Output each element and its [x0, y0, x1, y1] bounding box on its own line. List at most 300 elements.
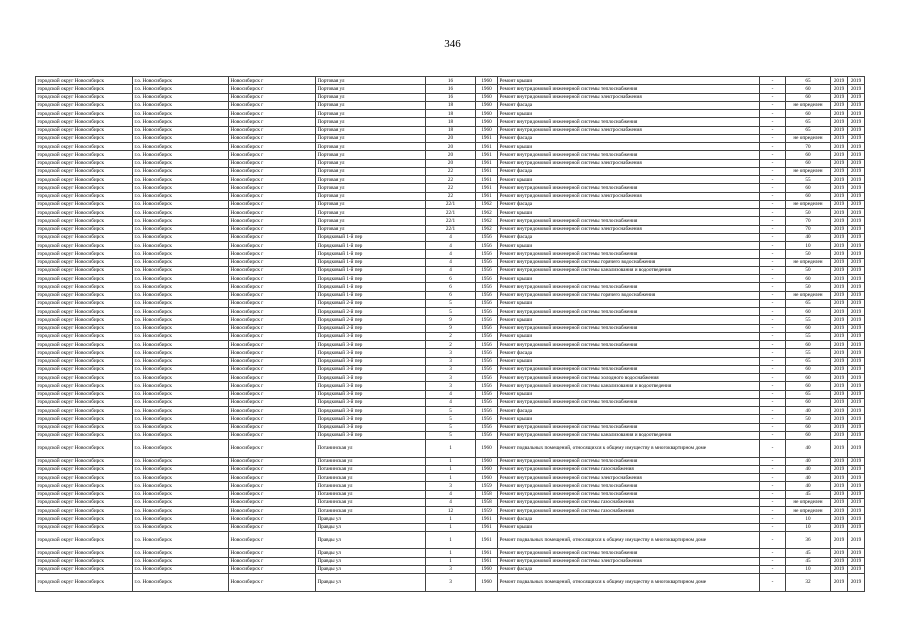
- cell-urban-district: г.о. Новосибирск: [133, 507, 229, 515]
- cell-municipality: городской округ Новосибирск: [36, 159, 133, 167]
- cell-house-number: 4: [426, 266, 476, 274]
- table-row: [36, 374, 865, 382]
- cell-start-year: 2019: [831, 192, 848, 200]
- table-row: [36, 398, 865, 406]
- cell-end-year: 2019: [848, 110, 865, 118]
- cell-end-year: 2019: [848, 225, 865, 233]
- cell-house-number: 16: [426, 77, 476, 85]
- cell-end-year: 2019: [848, 390, 865, 398]
- cell-work-type: Ремонт внутридомовой инженерной системы теплоснабжения: [498, 283, 760, 291]
- cell-dash: -: [760, 200, 786, 208]
- cell-city: Новосибирск г: [229, 490, 316, 498]
- cell-urban-district: г.о. Новосибирск: [133, 523, 229, 531]
- cell-house-number: 3: [426, 374, 476, 382]
- table-row: [36, 118, 865, 126]
- cell-end-year: 2019: [848, 531, 865, 549]
- cell-cost: 60: [786, 93, 831, 101]
- cell-dash: -: [760, 423, 786, 431]
- cell-cost: 50: [786, 209, 831, 217]
- cell-start-year: 2019: [831, 332, 848, 340]
- cell-city: Новосибирск г: [229, 101, 316, 109]
- cell-build-year: 1961: [476, 531, 498, 549]
- cell-house-number: 22/1: [426, 225, 476, 233]
- cell-end-year: 2019: [848, 365, 865, 373]
- cell-build-year: 1960: [476, 77, 498, 85]
- cell-house-number: 16: [426, 93, 476, 101]
- cell-start-year: 2019: [831, 357, 848, 365]
- cell-municipality: городской округ Новосибирск: [36, 349, 133, 357]
- cell-end-year: 2019: [848, 316, 865, 324]
- cell-start-year: 2019: [831, 110, 848, 118]
- cell-end-year: 2019: [848, 308, 865, 316]
- cell-start-year: 2019: [831, 291, 848, 299]
- cell-work-type: Ремонт крыши: [498, 275, 760, 283]
- cell-start-year: 2019: [831, 465, 848, 473]
- cell-end-year: 2019: [848, 118, 865, 126]
- cell-dash: -: [760, 233, 786, 241]
- cell-dash: -: [760, 143, 786, 151]
- cell-street: Порядковый 2-й пер: [316, 308, 426, 316]
- cell-house-number: 1: [426, 557, 476, 565]
- cell-build-year: 1960: [476, 465, 498, 473]
- cell-street: Портовая ул: [316, 93, 426, 101]
- table-row: [36, 482, 865, 490]
- cell-urban-district: г.о. Новосибирск: [133, 324, 229, 332]
- cell-build-year: 1956: [476, 382, 498, 390]
- table-body: [36, 77, 865, 592]
- table-row: [36, 565, 865, 573]
- cell-build-year: 1961: [476, 167, 498, 175]
- cell-start-year: 2019: [831, 159, 848, 167]
- cell-dash: -: [760, 531, 786, 549]
- cell-start-year: 2019: [831, 200, 848, 208]
- cell-urban-district: г.о. Новосибирск: [133, 482, 229, 490]
- cell-cost: 10: [786, 515, 831, 523]
- cell-house-number: 4: [426, 250, 476, 258]
- cell-municipality: городской округ Новосибирск: [36, 357, 133, 365]
- cell-house-number: 3: [426, 365, 476, 373]
- cell-cost: 60: [786, 398, 831, 406]
- cell-city: Новосибирск г: [229, 110, 316, 118]
- cell-street: Порядковый 2-й пер: [316, 299, 426, 307]
- cell-cost: 65: [786, 77, 831, 85]
- cell-urban-district: г.о. Новосибирск: [133, 349, 229, 357]
- table-row: [36, 324, 865, 332]
- cell-dash: -: [760, 515, 786, 523]
- cell-cost: не определен: [786, 258, 831, 266]
- cell-build-year: 1960: [476, 93, 498, 101]
- cell-build-year: 1956: [476, 341, 498, 349]
- cell-build-year: 1956: [476, 374, 498, 382]
- cell-build-year: 1958: [476, 498, 498, 506]
- cell-cost: 55: [786, 332, 831, 340]
- cell-house-number: 6: [426, 275, 476, 283]
- cell-city: Новосибирск г: [229, 283, 316, 291]
- cell-build-year: 1961: [476, 557, 498, 565]
- cell-urban-district: г.о. Новосибирск: [133, 374, 229, 382]
- cell-house-number: 22: [426, 167, 476, 175]
- cell-urban-district: г.о. Новосибирск: [133, 457, 229, 465]
- cell-cost: не определен: [786, 507, 831, 515]
- cell-end-year: 2019: [848, 482, 865, 490]
- cell-street: Портовая ул: [316, 176, 426, 184]
- cell-urban-district: г.о. Новосибирск: [133, 93, 229, 101]
- cell-cost: 70: [786, 225, 831, 233]
- cell-start-year: 2019: [831, 349, 848, 357]
- cell-urban-district: г.о. Новосибирск: [133, 291, 229, 299]
- cell-house-number: 18: [426, 126, 476, 134]
- cell-city: Новосибирск г: [229, 365, 316, 373]
- table-row: [36, 250, 865, 258]
- cell-work-type: Ремонт крыши: [498, 176, 760, 184]
- cell-build-year: 1960: [476, 85, 498, 93]
- cell-work-type: Ремонт внутридомовой инженерной системы теплоснабжения: [498, 549, 760, 557]
- cell-city: Новосибирск г: [229, 457, 316, 465]
- table-row: [36, 176, 865, 184]
- cell-house-number: 3: [426, 357, 476, 365]
- cell-build-year: 1961: [476, 176, 498, 184]
- cell-build-year: 1956: [476, 324, 498, 332]
- cell-street: Правды ул: [316, 523, 426, 531]
- cell-municipality: городской округ Новосибирск: [36, 118, 133, 126]
- cell-build-year: 1962: [476, 217, 498, 225]
- cell-street: Порядковый 3-й пер: [316, 431, 426, 439]
- cell-street: Правды ул: [316, 557, 426, 565]
- cell-end-year: 2019: [848, 474, 865, 482]
- cell-start-year: 2019: [831, 515, 848, 523]
- cell-street: Порядковый 3-й пер: [316, 390, 426, 398]
- cell-build-year: 1960: [476, 574, 498, 592]
- cell-end-year: 2019: [848, 324, 865, 332]
- cell-cost: 60: [786, 341, 831, 349]
- cell-work-type: Ремонт внутридомовой инженерной системы горячего водоснабжения: [498, 258, 760, 266]
- cell-urban-district: г.о. Новосибирск: [133, 258, 229, 266]
- cell-street: Потанинская ул: [316, 457, 426, 465]
- cell-build-year: 1961: [476, 184, 498, 192]
- cell-dash: -: [760, 299, 786, 307]
- cell-municipality: городской округ Новосибирск: [36, 126, 133, 134]
- cell-start-year: 2019: [831, 482, 848, 490]
- cell-municipality: городской округ Новосибирск: [36, 398, 133, 406]
- cell-dash: -: [760, 316, 786, 324]
- table-row: [36, 316, 865, 324]
- cell-build-year: 1956: [476, 308, 498, 316]
- cell-dash: -: [760, 101, 786, 109]
- cell-end-year: 2019: [848, 85, 865, 93]
- cell-work-type: Ремонт внутридомовой инженерной системы теплоснабжения: [498, 118, 760, 126]
- cell-dash: -: [760, 557, 786, 565]
- cell-build-year: 1960: [476, 565, 498, 573]
- cell-start-year: 2019: [831, 209, 848, 217]
- cell-work-type: Ремонт внутридомовой инженерной системы газоснабжения: [498, 498, 760, 506]
- cell-house-number: 1: [426, 515, 476, 523]
- cell-dash: -: [760, 151, 786, 159]
- cell-start-year: 2019: [831, 184, 848, 192]
- cell-urban-district: г.о. Новосибирск: [133, 209, 229, 217]
- cell-house-number: 12: [426, 507, 476, 515]
- cell-start-year: 2019: [831, 77, 848, 85]
- cell-city: Новосибирск г: [229, 93, 316, 101]
- cell-street: Портовая ул: [316, 143, 426, 151]
- cell-work-type: Ремонт фасада: [498, 200, 760, 208]
- cell-end-year: 2019: [848, 523, 865, 531]
- cell-start-year: 2019: [831, 415, 848, 423]
- cell-work-type: Ремонт крыши: [498, 209, 760, 217]
- cell-dash: -: [760, 134, 786, 142]
- cell-cost: 40: [786, 407, 831, 415]
- cell-work-type: Ремонт внутридомовой инженерной системы горячего водоснабжения: [498, 291, 760, 299]
- cell-municipality: городской округ Новосибирск: [36, 431, 133, 439]
- table-row: [36, 151, 865, 159]
- cell-build-year: 1956: [476, 275, 498, 283]
- cell-start-year: 2019: [831, 85, 848, 93]
- cell-municipality: городской округ Новосибирск: [36, 85, 133, 93]
- cell-work-type: Ремонт внутридомовой инженерной системы канализования и водоотведения: [498, 266, 760, 274]
- cell-street: Порядковый 1-й пер: [316, 266, 426, 274]
- cell-dash: -: [760, 209, 786, 217]
- table-row: [36, 126, 865, 134]
- table-row: [36, 192, 865, 200]
- cell-city: Новосибирск г: [229, 167, 316, 175]
- cell-street: Портовая ул: [316, 200, 426, 208]
- cell-house-number: 4: [426, 233, 476, 241]
- cell-cost: 40: [786, 457, 831, 465]
- cell-urban-district: г.о. Новосибирск: [133, 134, 229, 142]
- cell-build-year: 1961: [476, 159, 498, 167]
- cell-end-year: 2019: [848, 407, 865, 415]
- cell-street: Порядковый 3-й пер: [316, 423, 426, 431]
- cell-street: Порядковый 1-й пер: [316, 233, 426, 241]
- cell-cost: 55: [786, 176, 831, 184]
- cell-start-year: 2019: [831, 101, 848, 109]
- cell-cost: 40: [786, 440, 831, 458]
- cell-end-year: 2019: [848, 341, 865, 349]
- cell-dash: -: [760, 291, 786, 299]
- cell-house-number: 4: [426, 498, 476, 506]
- cell-urban-district: г.о. Новосибирск: [133, 465, 229, 473]
- cell-cost: 10: [786, 242, 831, 250]
- table-row: [36, 498, 865, 506]
- cell-dash: -: [760, 431, 786, 439]
- cell-city: Новосибирск г: [229, 515, 316, 523]
- cell-dash: -: [760, 523, 786, 531]
- cell-municipality: городской округ Новосибирск: [36, 225, 133, 233]
- cell-house-number: 3: [426, 349, 476, 357]
- cell-cost: 60: [786, 431, 831, 439]
- cell-city: Новосибирск г: [229, 200, 316, 208]
- cell-city: Новосибирск г: [229, 118, 316, 126]
- cell-street: Потанинская ул: [316, 474, 426, 482]
- cell-cost: 40: [786, 233, 831, 241]
- cell-dash: -: [760, 390, 786, 398]
- cell-start-year: 2019: [831, 382, 848, 390]
- cell-end-year: 2019: [848, 515, 865, 523]
- cell-end-year: 2019: [848, 490, 865, 498]
- cell-end-year: 2019: [848, 283, 865, 291]
- cell-start-year: 2019: [831, 217, 848, 225]
- cell-cost: 60: [786, 382, 831, 390]
- table-row: [36, 531, 865, 549]
- cell-start-year: 2019: [831, 407, 848, 415]
- cell-street: Порядковый 1-й пер: [316, 283, 426, 291]
- cell-work-type: Ремонт внутридомовой инженерной системы теплоснабжения: [498, 365, 760, 373]
- cell-street: Правды ул: [316, 549, 426, 557]
- cell-build-year: 1956: [476, 283, 498, 291]
- table-row: [36, 93, 865, 101]
- cell-municipality: городской округ Новосибирск: [36, 316, 133, 324]
- cell-house-number: 16: [426, 85, 476, 93]
- cell-dash: -: [760, 332, 786, 340]
- cell-cost: 65: [786, 118, 831, 126]
- cell-city: Новосибирск г: [229, 324, 316, 332]
- cell-cost: не определен: [786, 134, 831, 142]
- cell-work-type: Ремонт крыши: [498, 77, 760, 85]
- table-row: [36, 523, 865, 531]
- cell-street: Портовая ул: [316, 126, 426, 134]
- cell-street: Портовая ул: [316, 192, 426, 200]
- cell-end-year: 2019: [848, 457, 865, 465]
- cell-start-year: 2019: [831, 549, 848, 557]
- cell-cost: 60: [786, 308, 831, 316]
- cell-street: Порядковый 3-й пер: [316, 332, 426, 340]
- cell-municipality: городской округ Новосибирск: [36, 382, 133, 390]
- cell-build-year: 1961: [476, 549, 498, 557]
- cell-build-year: 1960: [476, 118, 498, 126]
- cell-end-year: 2019: [848, 159, 865, 167]
- cell-dash: -: [760, 549, 786, 557]
- cell-urban-district: г.о. Новосибирск: [133, 275, 229, 283]
- cell-municipality: городской округ Новосибирск: [36, 531, 133, 549]
- cell-work-type: Ремонт крыши: [498, 415, 760, 423]
- cell-house-number: 22/1: [426, 217, 476, 225]
- cell-municipality: городской округ Новосибирск: [36, 242, 133, 250]
- table-row: [36, 266, 865, 274]
- cell-urban-district: г.о. Новосибирск: [133, 498, 229, 506]
- cell-build-year: 1956: [476, 332, 498, 340]
- cell-end-year: 2019: [848, 507, 865, 515]
- cell-dash: -: [760, 349, 786, 357]
- cell-street: Правды ул: [316, 515, 426, 523]
- cell-municipality: городской округ Новосибирск: [36, 407, 133, 415]
- cell-urban-district: г.о. Новосибирск: [133, 151, 229, 159]
- cell-start-year: 2019: [831, 365, 848, 373]
- cell-dash: -: [760, 382, 786, 390]
- cell-cost: 60: [786, 275, 831, 283]
- cell-end-year: 2019: [848, 151, 865, 159]
- cell-build-year: 1956: [476, 250, 498, 258]
- cell-urban-district: г.о. Новосибирск: [133, 266, 229, 274]
- cell-work-type: Ремонт фасада: [498, 134, 760, 142]
- cell-municipality: городской округ Новосибирск: [36, 134, 133, 142]
- cell-dash: -: [760, 93, 786, 101]
- cell-work-type: Ремонт крыши: [498, 390, 760, 398]
- cell-urban-district: г.о. Новосибирск: [133, 515, 229, 523]
- cell-cost: 50: [786, 283, 831, 291]
- cell-dash: -: [760, 482, 786, 490]
- cell-city: Новосибирск г: [229, 523, 316, 531]
- cell-start-year: 2019: [831, 574, 848, 592]
- cell-municipality: городской округ Новосибирск: [36, 275, 133, 283]
- cell-start-year: 2019: [831, 258, 848, 266]
- cell-municipality: городской округ Новосибирск: [36, 217, 133, 225]
- cell-municipality: городской округ Новосибирск: [36, 151, 133, 159]
- cell-city: Новосибирск г: [229, 341, 316, 349]
- cell-urban-district: г.о. Новосибирск: [133, 440, 229, 458]
- cell-house-number: 4: [426, 242, 476, 250]
- cell-city: Новосибирск г: [229, 407, 316, 415]
- cell-start-year: 2019: [831, 316, 848, 324]
- table-row: [36, 415, 865, 423]
- cell-city: Новосибирск г: [229, 275, 316, 283]
- cell-work-type: Ремонт внутридомовой инженерной системы электроснабжения: [498, 126, 760, 134]
- cell-house-number: 20: [426, 151, 476, 159]
- cell-house-number: 22: [426, 176, 476, 184]
- cell-house-number: 4: [426, 490, 476, 498]
- table-row: [36, 225, 865, 233]
- cell-work-type: Ремонт крыши: [498, 242, 760, 250]
- cell-house-number: 20: [426, 159, 476, 167]
- cell-urban-district: г.о. Новосибирск: [133, 490, 229, 498]
- cell-start-year: 2019: [831, 308, 848, 316]
- cell-build-year: 1956: [476, 357, 498, 365]
- cell-city: Новосибирск г: [229, 209, 316, 217]
- cell-end-year: 2019: [848, 209, 865, 217]
- cell-municipality: городской округ Новосибирск: [36, 374, 133, 382]
- cell-work-type: Ремонт внутридомовой инженерной системы электроснабжения: [498, 225, 760, 233]
- table-row: [36, 423, 865, 431]
- cell-build-year: 1956: [476, 291, 498, 299]
- cell-start-year: 2019: [831, 126, 848, 134]
- cell-end-year: 2019: [848, 275, 865, 283]
- cell-street: Потанинская ул: [316, 507, 426, 515]
- cell-work-type: Ремонт внутридомовой инженерной системы газоснабжения: [498, 465, 760, 473]
- cell-municipality: городской округ Новосибирск: [36, 192, 133, 200]
- cell-build-year: 1961: [476, 143, 498, 151]
- table-row: [36, 431, 865, 439]
- cell-work-type: Ремонт крыши: [498, 299, 760, 307]
- cell-house-number: 5: [426, 431, 476, 439]
- cell-end-year: 2019: [848, 233, 865, 241]
- cell-municipality: городской округ Новосибирск: [36, 299, 133, 307]
- table-row: [36, 474, 865, 482]
- cell-start-year: 2019: [831, 143, 848, 151]
- cell-start-year: 2019: [831, 431, 848, 439]
- cell-street: Порядковый 3-й пер: [316, 382, 426, 390]
- cell-house-number: 5: [426, 415, 476, 423]
- cell-end-year: 2019: [848, 398, 865, 406]
- cell-house-number: 2: [426, 341, 476, 349]
- cell-build-year: 1956: [476, 423, 498, 431]
- cell-city: Новосибирск г: [229, 531, 316, 549]
- cell-dash: -: [760, 192, 786, 200]
- cell-house-number: 5: [426, 308, 476, 316]
- cell-start-year: 2019: [831, 176, 848, 184]
- cell-start-year: 2019: [831, 275, 848, 283]
- cell-work-type: Ремонт внутридомовой инженерной системы канализования и водоотведения: [498, 431, 760, 439]
- cell-cost: 50: [786, 266, 831, 274]
- cell-start-year: 2019: [831, 507, 848, 515]
- cell-house-number: 1: [426, 474, 476, 482]
- cell-work-type: Ремонт внутридомовой инженерной системы электроснабжения: [498, 93, 760, 101]
- cell-city: Новосибирск г: [229, 382, 316, 390]
- table-row: [36, 291, 865, 299]
- cell-cost: 60: [786, 159, 831, 167]
- cell-street: Потанинская ул: [316, 490, 426, 498]
- cell-start-year: 2019: [831, 341, 848, 349]
- cell-urban-district: г.о. Новосибирск: [133, 390, 229, 398]
- cell-urban-district: г.о. Новосибирск: [133, 225, 229, 233]
- table-row: [36, 407, 865, 415]
